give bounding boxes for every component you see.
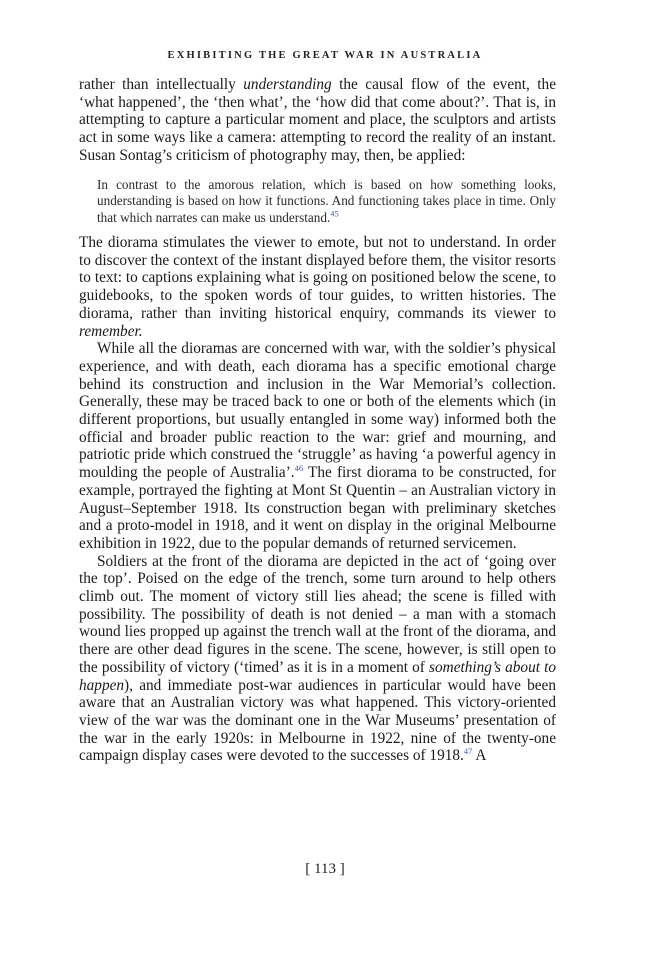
text-run: The diorama stimulates the viewer to emote, but not to understand. In order to discover the context of the instant displayed before them, the visitor resorts to text: to captions explaining what is going on positioned below the scene, to guidebooks, to the spoken words of tour guides, to written histories. The diorama, rather than inviting historical enquiry, commands its viewer to (79, 234, 556, 322)
text-run: rather than intellectually (79, 76, 244, 93)
text-run: ), and immediate post-war audiences in particular would have been aware that an Australian victory was what happened. This victory-oriented view of the war was the dominant one in the War Museums’ presentation of the war in the early 1920s: in Melbourne in 1922, nine of the twenty-one campaign display cases were devoted to the successes of 1918. (79, 676, 556, 765)
text-run: the causal flow of the event, the ‘what happened’, the ‘then what’, the ‘how did that come about?’. That is, in attempting to capture a particular moment and place, the sculptors and artists act in some ways like a camera: attempting to record the reality of an instant. Susan Sontag’s criticism of photography may, then, be applied: (79, 76, 556, 164)
text-run: A (472, 747, 487, 765)
footnote-ref[interactable]: 46 (294, 463, 304, 474)
emphasis: remember. (79, 322, 143, 340)
paragraph (79, 76, 556, 165)
footnote-ref[interactable]: 47 (463, 746, 473, 757)
emphasis: understanding (243, 76, 332, 93)
running-header: EXHIBITING THE GREAT WAR IN AUSTRALIA (167, 50, 483, 61)
paragraph (79, 340, 556, 552)
body-text (79, 76, 556, 765)
quote-text: In contrast to the amorous relation, which is based on how something looks, understanding is based on how it functions. And functioning takes place in time. Only that which narrates can make us understand. (97, 176, 556, 225)
block-quote (97, 177, 556, 227)
page-number: [ 113 ] (305, 861, 345, 877)
footnote-ref[interactable]: 45 (330, 208, 339, 219)
paragraph (79, 553, 556, 765)
text-run: Soldiers at the front of the diorama are depicted in the act of ‘going over the top’. Poised on the edge of the trench, some turn around to help others climb out. The moment of victory still lies ahead; the scene is filled with possibility. The possibility of death is not denied – a man with a stomach wound lies propped up against the trench wall at the front of the diorama, and there are other dead figures in the scene. The scene, however, is still open to the possibility of victory (‘timed’ as it is in a moment of (79, 552, 556, 676)
text-run: The first diorama to be constructed, for example, portrayed the fighting at Mont St Quentin – an Australian victory in August–September 1918. Its construction began with preliminary sketches and a proto-model in 1918, and it went on display in the original Melbourne exhibition in 1922, due to the popular demands of returned servicemen. (79, 464, 556, 552)
paragraph (79, 234, 556, 340)
emphasis: something’s about to happen (79, 658, 557, 694)
text-run: While all the dioramas are concerned with war, with the soldier’s physical experience, and with death, each diorama has a specific emotional charge behind its construction and inclusion in the War Memorial’s collection. Generally, these may be traced back to one or both of the elements which (in different proportions, but usually entangled in some way) informed both the official and broader public reaction to the war: grief and mourning, and patriotic pride which construed the ‘struggle’ as having ‘a powerful agency in moulding the people of Australia’. (79, 340, 556, 482)
